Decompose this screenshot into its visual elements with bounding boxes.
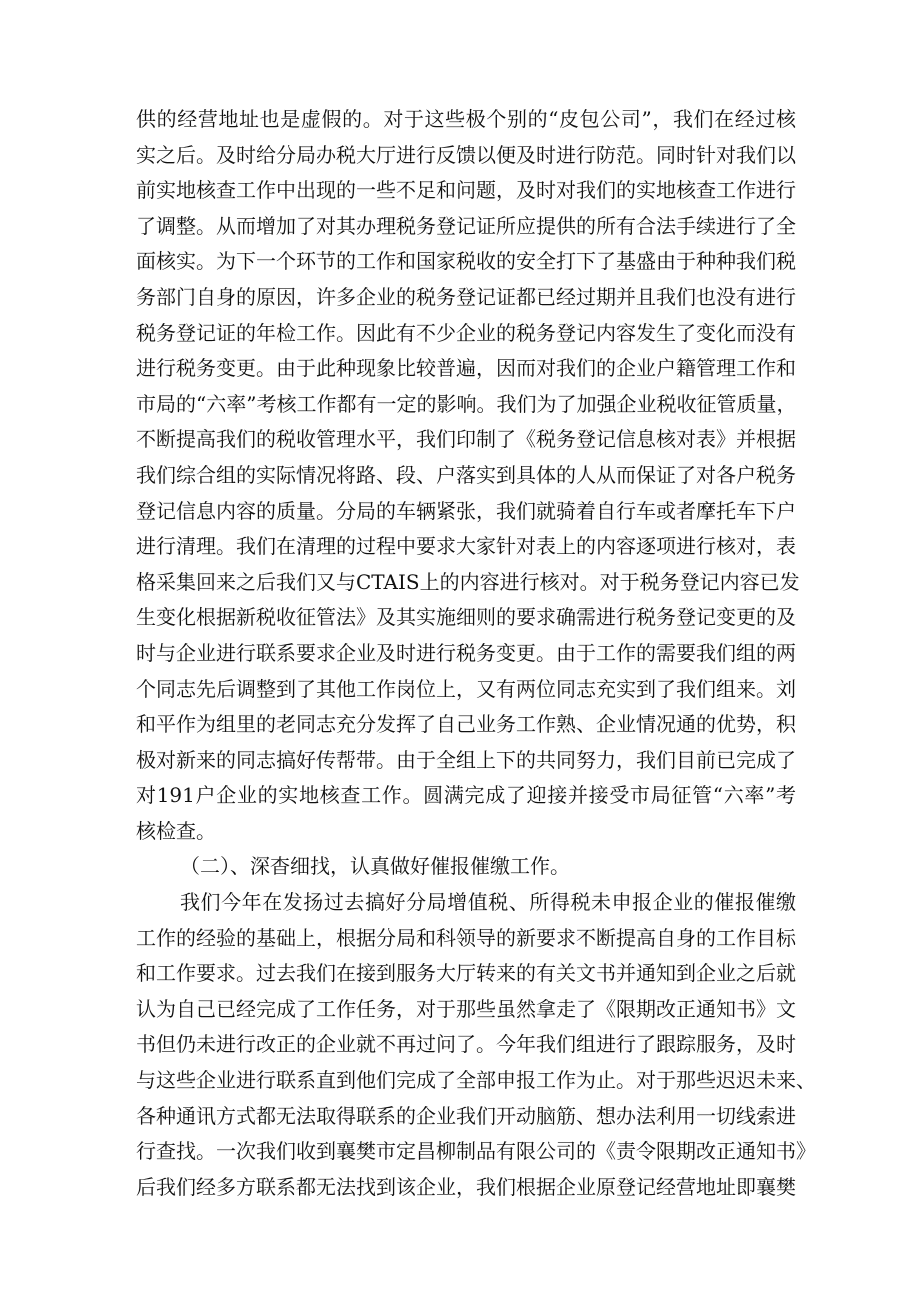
text-line: 极对新来的同志搞好传帮带。由于全组上下的共同努力，我们目前已完成了 bbox=[136, 747, 796, 772]
text-line: 和平作为组里的老同志充分发挥了自己业务工作熟、企业情况通的优势，积 bbox=[136, 712, 796, 737]
text-line: 后我们经多方联系都无法找到该企业，我们根据企业原登记经营地址即襄樊 bbox=[136, 1174, 796, 1199]
text-line: 前实地核查工作中出现的一些不足和问题，及时对我们的实地核查工作进行 bbox=[136, 178, 796, 203]
text-line: 时与企业进行联系要求企业及时进行税务变更。由于工作的需要我们组的两 bbox=[136, 640, 796, 665]
section-heading: （二）、深杳细找，认真做好催报催缴工作。 bbox=[180, 854, 570, 879]
text-line: 和工作要求。过去我们在接到服务大厅转来的有关文书并通知到企业之后就 bbox=[136, 961, 796, 986]
text-line: 认为自己已经完成了工作任务，对于那些虽然拿走了《限期改正通知书》文 bbox=[136, 996, 796, 1021]
text-line: 生变化根据新税收征管法》及其实施细则的要求确需进行税务登记变更的及 bbox=[136, 605, 796, 630]
text-line: 格采集回来之后我们又与CTAIS上的内容进行核对。对于税务登记内容已发 bbox=[136, 569, 800, 594]
text-line: 对191户企业的实地核查工作。圆满完成了迎接并接受市局征管“六率”考 bbox=[136, 783, 796, 808]
text-line: 登记信息内容的质量。分局的车辆紧张，我们就骑着自行车或者摩托车下户 bbox=[136, 498, 796, 523]
text-line: 行查找。一次我们收到襄樊市定昌柳制品有限公司的《责令限期改正通知书》 bbox=[136, 1139, 816, 1164]
text-line: 实之后。及时给分局办税大厅进行反馈以便及时进行防范。同时针对我们以 bbox=[136, 142, 796, 167]
text-line: 了调整。从而增加了对其办理税务登记证所应提供的所有合法手续进行了全 bbox=[136, 213, 796, 238]
text-line: 供的经营地址也是虚假的。对于这些极个别的“皮包公司”，我们在经过核 bbox=[136, 107, 796, 131]
paragraph-first-line: 我们今年在发扬过去搞好分局增值税、所得税未申报企业的催报催缴 bbox=[180, 890, 796, 915]
text-line: 工作的经验的基础上，根据分局和科领导的新要求不断提高自身的工作目标 bbox=[136, 925, 796, 950]
text-line: 核检查。 bbox=[136, 818, 216, 843]
text-line: 税务登记证的年检工作。因此有不少企业的税务登记内容发生了变化而没有 bbox=[136, 320, 796, 345]
text-line: 市局的“六率”考核工作都有一定的影响。我们为了加强企业税收征管质量， bbox=[136, 391, 797, 416]
text-line: 我们综合组的实际情况将路、段、户落实到具体的人从而保证了对各户税务 bbox=[136, 462, 796, 487]
text-line: 各种通讯方式都无法取得联系的企业我们开动脑筋、想办法利用一切线索进 bbox=[136, 1103, 796, 1128]
text-line: 进行税务变更。由于此种现象比较普遍，因而对我们的企业户籍管理工作和 bbox=[136, 356, 796, 381]
text-line: 面核实。为下一个环节的工作和国家税收的安全打下了基盛由于种种我们税 bbox=[136, 249, 796, 274]
document-body bbox=[136, 102, 816, 1205]
text-line: 务部门自身的原因，许多企业的税务登记证都已经过期并且我们也没有进行 bbox=[136, 284, 796, 309]
text-line: 进行清理。我们在清理的过程中要求大家针对表上的内容逐项进行核对，表 bbox=[136, 534, 796, 559]
text-line: 与这些企业进行联系直到他们完成了全部申报工作为止。对于那些迟迟未来、 bbox=[136, 1068, 816, 1093]
text-line: 个同志先后调整到了其他工作岗位上，又有两位同志充实到了我们组来。刘 bbox=[136, 676, 796, 701]
text-line: 书但仍未进行改正的企业就不再过问了。今年我们组进行了跟踪服务，及时 bbox=[136, 1032, 796, 1057]
text-line: 不断提高我们的税收管理水平，我们印制了《税务登记信息核对表》并根据 bbox=[136, 427, 796, 452]
